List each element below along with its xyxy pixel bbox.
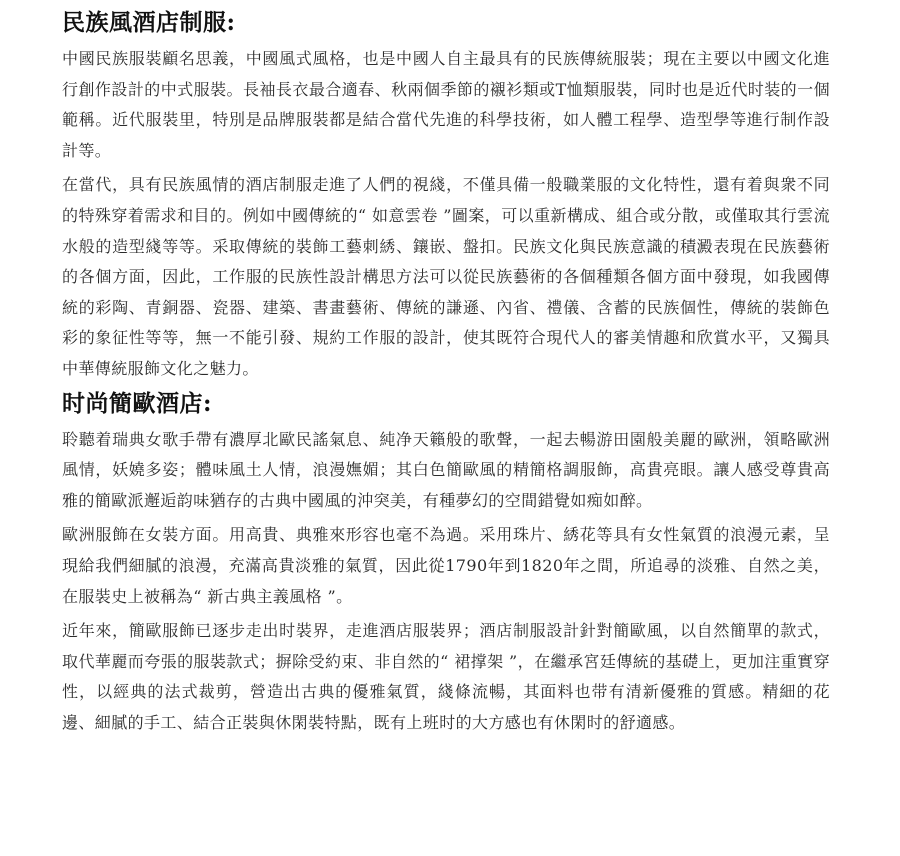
section-title-ethnic-hotel-uniform: 民族風酒店制服: [62,9,236,36]
paragraph: 中國民族服裝顧名思義，中國風式風格，也是中國人自主最具有的民族傳統服裝；現在主要以中國文化進行創作設計的中式服裝。長袖長衣最合適春、秋兩個季節的襯衫類或T恤類服裝，同时也是近代时装的一個範稱。近代服裝里，特別是品牌服裝都是結合當代先進的科學技術，如人體工程學、造型學等進行制作設計等。 [62,49,830,160]
paragraph: 聆聽着瑞典女歌手帶有濃厚北歐民謠氣息、純净天籟般的歌聲，一起去暢游田園般美麗的歐洲，領略歐洲風情，妖嬈多姿；體味風土人情，浪漫嫵媚；其白色簡歐風的精簡格調服飾，高貴亮眼。讓人感受尊貴高雅的簡歐派邂逅韵味猶存的古典中國風的沖突美，有種夢幻的空間錯覺如痴如醉。 [62,429,830,510]
paragraph: 近年來，簡歐服飾已逐步走出时裝界，走進酒店服裝界；酒店制服設計針對簡歐風，以自然簡單的款式，取代華麗而夸張的服裝款式；摒除受約束、非自然的“ 裙撑架 ”，在繼承宮廷傳統的基礎上，更加注重實穿性，以經典的法式裁剪，營造出古典的優雅氣質，綫條流暢，其面料也带有清新優雅的質感。精細的花邊、細膩的手工、結合正裝與休閑裝特點，既有上班时的大方感也有休閑时的舒適感。 [62,621,830,732]
article [62,6,830,740]
paragraph: 歐洲服飾在女裝方面。用高貴、典雅來形容也毫不為過。采用珠片、綉花等具有女性氣質的浪漫元素，呈現給我們細膩的浪漫，充滿高貴淡雅的氣質，因此從1790年到1820年之間，所追尋的淡雅、自然之美，在服裝史上被稱為“ 新古典主義風格 ”。 [62,525,830,606]
paragraph: 在當代，具有民族風情的酒店制服走進了人們的視綫，不僅具備一般職業服的文化特性，還有着與衆不同的特殊穿着需求和目的。例如中國傳統的“ 如意雲卷 ”圖案，可以重新構成、組合或分散，或僅取其行雲流水般的造型綫等等。采取傳統的裝飾工藝刺綉、鑲嵌、盤扣。民族文化與民族意識的積澱表現在民族藝術的各個方面，因此，工作服的民族性設計構思方法可以從民族藝術的各個種類各個方面中發現，如我國傳統的彩陶、青銅器、瓷器、建築、書畫藝術、傳統的謙遜、內省、禮儀、含蓄的民族個性，傳統的裝飾色彩的象征性等等，無一不能引發、規約工作服的設計，使其既符合現代人的審美情趣和欣賞水平，又獨具中華傳統服飾文化之魅力。 [62,175,830,378]
section-title-modern-european-hotel: 时尚簡歐酒店: [62,389,212,417]
